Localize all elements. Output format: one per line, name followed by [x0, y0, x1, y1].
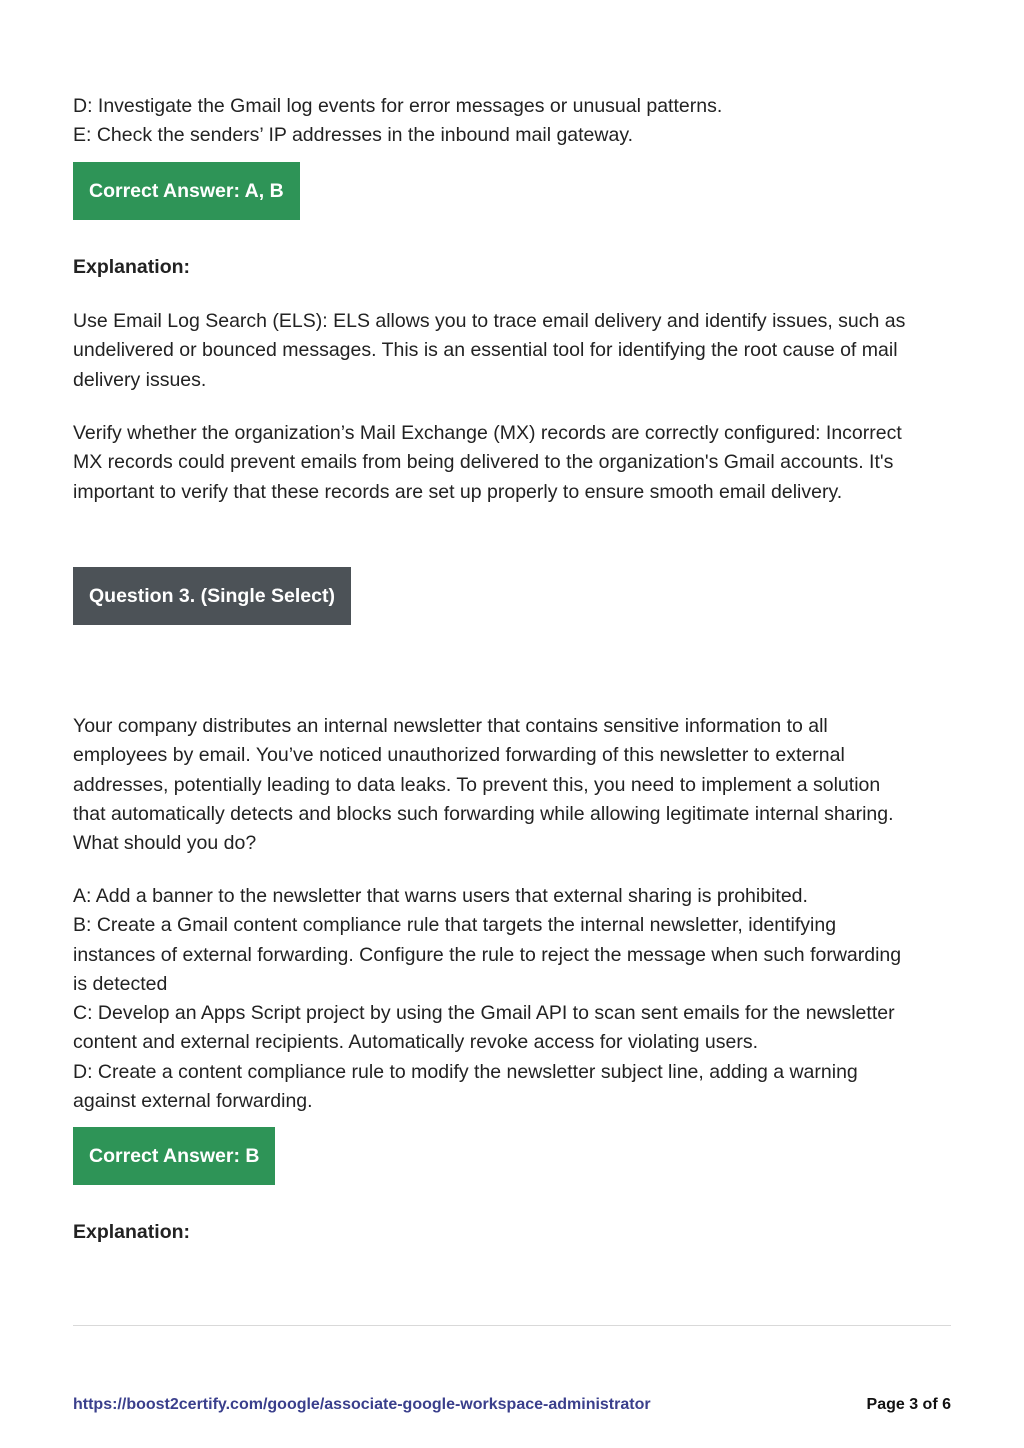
prev-question-options — [73, 92, 963, 151]
option-line: instances of external forwarding. Configure the rule to reject the message when such forwarding — [73, 943, 902, 966]
explanation-paragraph — [73, 419, 963, 507]
explanation-line: MX records could prevent emails from being delivered to the organization's Gmail accounts. It's — [73, 451, 894, 474]
correct-answer-badge: Correct Answer: A, B — [73, 162, 300, 220]
correct-answer-badge: Correct Answer: B — [73, 1127, 275, 1185]
question-line: employees by email. You’ve noticed unauthorized forwarding of this newsletter to external — [73, 744, 845, 767]
footer-url-link[interactable]: https://boost2certify.com/google/associate-google-workspace-administrator — [73, 1396, 651, 1413]
explanation-line: Use Email Log Search (ELS): ELS allows you to trace email delivery and identify issues, such as — [73, 310, 906, 332]
explanation-heading: Explanation: — [73, 1221, 191, 1243]
explanation-heading: Explanation: — [73, 256, 191, 278]
question-text — [73, 712, 963, 858]
explanation-line: delivery issues. — [73, 368, 207, 391]
explanation-line: important to verify that these records are set up properly to ensure smooth email delivery. — [73, 480, 843, 503]
option-line: D: Create a content compliance rule to modify the newsletter subject line, adding a warning — [73, 1060, 858, 1083]
option-line: B: Create a Gmail content compliance rule that targets the internal newsletter, identifying — [73, 914, 837, 937]
question-line: addresses, potentially leading to data leaks. To prevent this, you need to implement a solution — [73, 773, 881, 796]
question-header-badge: Question 3. (Single Select) — [73, 567, 351, 625]
explanation-line: Verify whether the organization’s Mail Exchange (MX) records are correctly configured: Incorrect — [73, 422, 902, 444]
explanation-paragraph — [73, 307, 963, 395]
question-options — [73, 882, 963, 1116]
option-line: content and external recipients. Automatically revoke access for violating users. — [73, 1031, 759, 1054]
question-line: Your company distributes an internal newsletter that contains sensitive information to all — [73, 715, 828, 737]
option-line: against external forwarding. — [73, 1090, 313, 1113]
page-number: Page 3 of 6 — [866, 1396, 951, 1413]
option-line: A: Add a banner to the newsletter that warns users that external sharing is prohibited. — [73, 885, 808, 907]
question-line: that automatically detects and blocks such forwarding while allowing legitimate internal sharing. — [73, 802, 894, 825]
footer-divider — [73, 1325, 951, 1326]
option-line: is detected — [73, 972, 168, 995]
question-line: What should you do? — [73, 832, 257, 855]
option-d: D: Investigate the Gmail log events for error messages or unusual patterns. — [73, 95, 723, 117]
option-line: C: Develop an Apps Script project by using the Gmail API to scan sent emails for the newsletter — [73, 1002, 895, 1025]
explanation-line: undelivered or bounced messages. This is an essential tool for identifying the root cause of mail — [73, 339, 898, 362]
option-e: E: Check the senders’ IP addresses in the inbound mail gateway. — [73, 124, 634, 147]
